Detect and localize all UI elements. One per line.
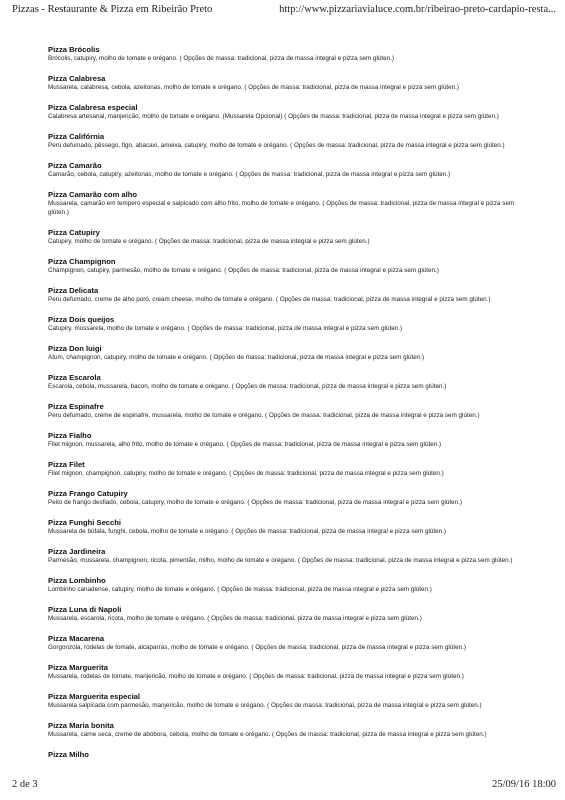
menu-item-name: Pizza Dois queijos bbox=[48, 314, 115, 324]
menu-item-description: Mussarela salpicada com parmesão, manjericão, molho de tomate e orégano. ( Opções de massa: tradicional, pizza de massa integral e pizza sem glúten.) bbox=[48, 701, 482, 709]
print-header-title: Pizzas - Restaurante & Pizza em Ribeirão Preto bbox=[12, 4, 213, 15]
menu-item bbox=[48, 576, 518, 595]
menu-item-name: Pizza Don luigi bbox=[48, 343, 102, 353]
menu-item bbox=[48, 74, 518, 93]
menu-item-name: Pizza Jardineira bbox=[48, 546, 106, 556]
menu-item-description: Champignon, catupiry, parmesão, molho de tomate e orégano. ( Opções de massa: tradicional, pizza de massa integral e pizza sem glúten.) bbox=[48, 266, 439, 274]
menu-item-name: Pizza Catupiry bbox=[48, 227, 100, 237]
menu-item-description: Peru defumado, creme de alho poró, cream cheese, molho de tomate e orégano. ( Opções de massa: tradicional, pizza de massa integral e pizza sem glúten.) bbox=[48, 295, 491, 303]
menu-item-description: Filet mignon, champignon, catupiry, molho de tomate e orégano. ( Opções de massa: tradicional, pizza de massa integral e pizza sem glúten.) bbox=[48, 469, 444, 477]
menu-item-description: Lombinho canadense, catupiry, molho de tomate e orégano. ( Opções de massa: tradicional, pizza de massa integral e pizza sem glúten.) bbox=[48, 585, 432, 593]
menu-item-description: Parmesão, mussarela, champignon, ricota, pimentão, milho, molho de tomate e orégano. ( Opções de massa: tradicional, pizza de massa integral e pizza sem glúten.) bbox=[48, 556, 513, 564]
menu-item bbox=[48, 315, 518, 334]
menu-item-name: Pizza Camarão com alho bbox=[48, 190, 138, 199]
menu-item bbox=[48, 402, 518, 421]
menu-item-name: Pizza Califórnia bbox=[48, 132, 105, 141]
menu-item bbox=[48, 518, 518, 537]
menu-item-description: Peru defumado, creme de espinafre, mussarela, molho de tomate e orégano. ( Opções de massa: tradicional, pizza de massa integral e pizza sem glúten.) bbox=[48, 411, 480, 419]
menu-item-description: Mussarela de búfala, funghi, cebola, molho de tomate e orégano. ( Opções de massa: tradicional, pizza de massa integral e pizza sem glúten.) bbox=[48, 527, 446, 535]
menu-item bbox=[48, 663, 518, 682]
menu-item-description: Catupiry, molho de tomate e orégano. ( Opções de massa: tradicional, pizza de massa integral e pizza sem glúten.) bbox=[48, 237, 370, 245]
menu-item bbox=[48, 161, 518, 180]
menu-item bbox=[48, 605, 518, 624]
menu-item-name: Pizza Escarola bbox=[48, 372, 101, 382]
menu-item-name: Pizza Calabresa bbox=[48, 74, 106, 83]
menu-item-name: Pizza Camarão bbox=[48, 161, 102, 170]
menu-item bbox=[48, 190, 518, 217]
menu-item-description: Brócolis, catupiry, molho de tomate e orégano. ( Opções de massa: tradicional, pizza de massa integral e pizza sem glúten.) bbox=[48, 55, 395, 62]
menu-item-description: Mussarela, calabresa, cebola, azeitonas, molho de tomate e orégano. ( Opções de massa: tradicional, pizza de massa integral e pizza sem glúten.) bbox=[48, 84, 459, 91]
menu-item-description: Mussarela, carne seca, creme de abóbora, cebola, molho de tomate e orégano. ( Opções de massa: tradicional, pizza de massa integral e pizza sem glúten.) bbox=[48, 730, 487, 738]
menu-item bbox=[48, 721, 518, 740]
menu-item-description: Gorgonzola, rodelas de tomate, alcaparras, molho de tomate e orégano. ( Opções de massa: tradicional, pizza de massa integral e pizza sem glúten.) bbox=[48, 643, 466, 651]
menu-item-description: Escarola, cebola, mussarela, bacon, molho de tomate e orégano. ( Opções de massa: tradicional, pizza de massa integral e pizza sem glúten.) bbox=[48, 382, 447, 390]
menu-item bbox=[48, 45, 518, 64]
print-footer-page: 2 de 3 bbox=[12, 779, 38, 790]
menu-item-name: Pizza Espinafre bbox=[48, 401, 104, 411]
menu-item-description: Filet mignon, mussarela, alho frito, molho de tomate e orégano. ( Opções de massa: tradicional, pizza de massa integral e pizza sem glúten.) bbox=[48, 440, 442, 448]
menu-item-name: Pizza Filet bbox=[48, 459, 85, 469]
menu-item-name: Pizza Macarena bbox=[48, 633, 105, 643]
menu-item bbox=[48, 750, 518, 760]
menu-item-name: Pizza Calabresa especial bbox=[48, 103, 138, 112]
menu-item-name: Pizza Frango Catupiry bbox=[48, 488, 128, 498]
menu-item-name: Pizza Delicata bbox=[48, 285, 99, 295]
menu-item-description: Mussarela, escarola, ricota, molho de tomate e orégano. ( Opções de massa: tradicional, pizza de massa integral e pizza sem glúten.) bbox=[48, 614, 422, 622]
menu-item-description: Catupiry, mussarela, molho de tomate e orégano. ( Opções de massa: tradicional, pizza de massa integral e pizza sem glúten.) bbox=[48, 324, 403, 332]
menu-item-description: Camarão, cebola, catupiry, azeitonas, molho de tomate e orégano. ( Opções de massa: tradicional, pizza de massa integral e pizza sem glúten.) bbox=[48, 171, 451, 178]
menu-item bbox=[48, 228, 518, 247]
menu-item bbox=[48, 132, 518, 151]
menu-item bbox=[48, 344, 518, 363]
menu-item bbox=[48, 373, 518, 392]
menu-item-name: Pizza Maria bonita bbox=[48, 720, 114, 730]
menu-item-description: Atum, champignon, catupiry, molho de tomate e orégano. ( Opções de massa: tradicional, pizza de massa integral e pizza sem glúten.) bbox=[48, 353, 425, 361]
menu-item bbox=[48, 103, 518, 122]
menu-item bbox=[48, 489, 518, 508]
menu-item-name: Pizza Milho bbox=[48, 749, 89, 759]
menu-item-name: Pizza Champignon bbox=[48, 256, 116, 266]
menu-item-description: Peru defumado, pêssego, figo, abacaxi, ameixa, catupiry, molho de tomate e orégano. ( Opções de massa: tradicional, pizza de massa integral e pizza sem glúten.) bbox=[48, 142, 505, 149]
menu-item-name: Pizza Lombinho bbox=[48, 575, 106, 585]
menu-item-description: Mussarela, camarão em tempero especial e salpicado com alho frito, molho de tomate e orégano. ( Opções de massa: tradicional, pizza de massa integral e pizza sem glúten.) bbox=[48, 200, 515, 216]
menu-item-name: Pizza Funghi Secchi bbox=[48, 517, 121, 527]
menu-item bbox=[48, 692, 518, 711]
pizza-menu-list bbox=[48, 45, 518, 770]
menu-item bbox=[48, 634, 518, 653]
menu-item-description: Peito de frango desfiado, cebola, catupiry, molho de tomate e orégano. ( Opções de massa: tradicional, pizza de massa integral e pizza sem glúten.) bbox=[48, 498, 462, 506]
menu-item-description: Mussarela, rodelas de tomate, manjericão, molho de tomate e orégano. ( Opções de massa: tradicional, pizza de massa integral e pizza sem glúten.) bbox=[48, 672, 464, 680]
menu-item-name: Pizza Brócolis bbox=[48, 45, 100, 54]
menu-item bbox=[48, 257, 518, 276]
menu-item-name: Pizza Luna di Napoli bbox=[48, 604, 122, 614]
menu-item-name: Pizza Marguerita especial bbox=[48, 691, 141, 701]
menu-item bbox=[48, 547, 518, 566]
menu-item bbox=[48, 286, 518, 305]
menu-item bbox=[48, 460, 518, 479]
menu-item-name: Pizza Fialho bbox=[48, 430, 92, 440]
menu-item-name: Pizza Marguerita bbox=[48, 662, 108, 672]
menu-item-description: Calabresa artesanal, manjericão, molho de tomate e orégano. (Mussarela Opcional) ( Opções de massa: tradicional, pizza de massa integral e pizza sem glúten.) bbox=[48, 113, 499, 120]
print-footer-datetime: 25/09/16 18:00 bbox=[492, 779, 556, 790]
print-header-url: http://www.pizzariavialuce.com.br/ribeirao-preto-cardapio-resta... bbox=[279, 4, 556, 15]
menu-item bbox=[48, 431, 518, 450]
